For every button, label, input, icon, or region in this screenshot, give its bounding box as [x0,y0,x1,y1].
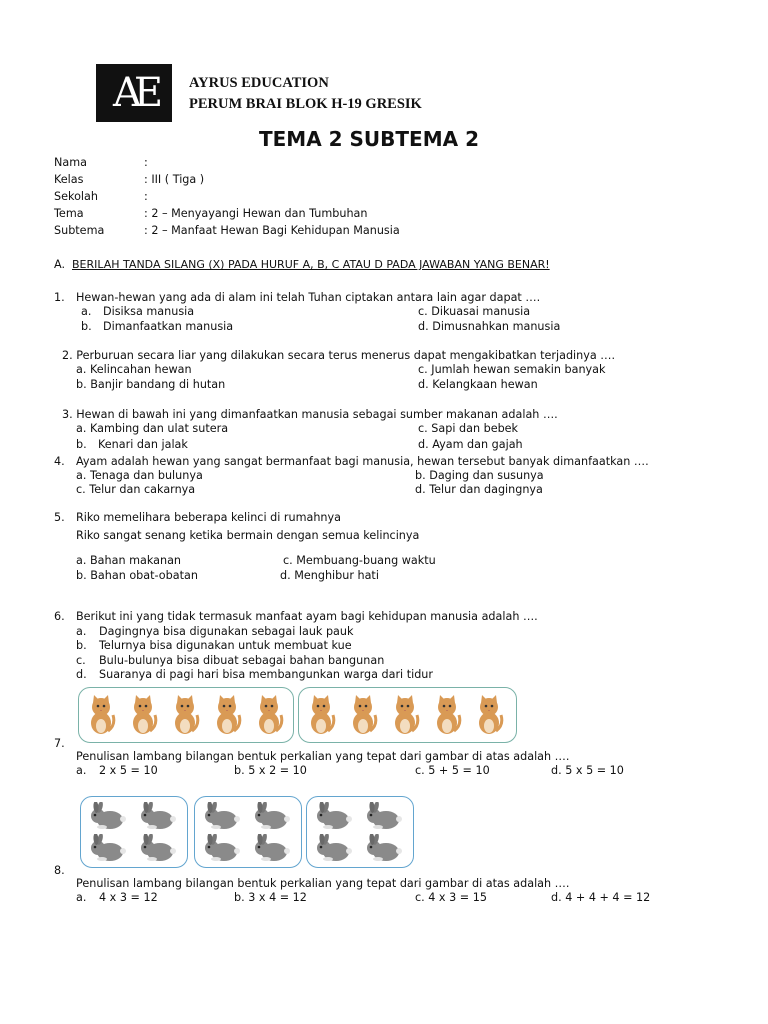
ayrus-education-logo: AE [96,64,172,122]
cat-picture [306,695,336,739]
rabbit-picture [314,802,352,834]
q5-question-line1: Riko memelihara beberapa kelinci di rumahnya [76,511,341,524]
rabbit-picture [138,834,176,866]
cat-picture [128,695,158,739]
cat-picture [348,695,378,739]
cat-picture [86,695,116,739]
q1-option-d: d. Dimusnahkan manusia [418,320,561,333]
q5-option-c: c. Membuang-buang waktu [283,554,436,567]
q2-option-d: d. Kelangkaan hewan [418,378,538,391]
org-address: PERUM BRAI BLOK H-19 GRESIK [189,96,422,112]
cat-illustration [78,687,518,743]
q5-number: 5. [54,511,65,524]
q6-d-letter: d. [76,668,87,681]
q4-option-d: d. Telur dan dagingnya [415,483,543,496]
q7-question: Penulisan lambang bilangan bentuk perkalian yang tepat dari gambar di atas adalah …. [76,750,570,763]
q3-option-d: d. Ayam dan gajah [418,438,523,451]
q8-option-a: 4 x 3 = 12 [99,891,158,904]
q5-option-d: d. Menghibur hati [280,569,379,582]
q1-option-c: c. Dikuasai manusia [418,305,531,318]
rabbit-picture [202,802,240,834]
rabbit-picture [88,834,126,866]
q6-option-a: Dagingnya bisa digunakan sebagai lauk pauk [99,625,354,638]
identity-label-subtema: Subtema [54,224,105,237]
rabbit-illustration [80,796,416,868]
section-marker: A. [54,258,66,271]
q4-option-c: c. Telur dan cakarnya [76,483,196,496]
q1-a-letter: a. [81,305,92,318]
identity-label-sekolah: Sekolah [54,190,98,203]
q6-b-letter: b. [76,639,87,652]
q4-option-b: b. Daging dan susunya [415,469,544,482]
q8-option-d: d. 4 + 4 + 4 = 12 [551,891,651,904]
identity-value-tema: : 2 – Menyayangi Hewan dan Tumbuhan [144,207,368,220]
q8-a-letter: a. [76,891,87,904]
q8-option-b: b. 3 x 4 = 12 [234,891,307,904]
q7-number: 7. [54,737,65,750]
q8-number: 8. [54,864,65,877]
identity-label-tema: Tema [54,207,84,220]
rabbit-picture [202,834,240,866]
identity-value-sekolah: : [144,190,148,203]
q3-option-a: a. Kambing dan ulat sutera [76,422,229,435]
q5-option-a: a. Bahan makanan [76,554,182,567]
q2-option-c: c. Jumlah hewan semakin banyak [418,363,606,376]
q8-question: Penulisan lambang bilangan bentuk perkalian yang tepat dari gambar di atas adalah …. [76,877,570,890]
q3-b-letter: b. [76,438,87,451]
q5-question-line2: Riko sangat senang ketika bermain dengan semua kelincinya [76,529,420,542]
q6-a-letter: a. [76,625,87,638]
q5-option-b: b. Bahan obat-obatan [76,569,198,582]
q7-option-d: d. 5 x 5 = 10 [551,764,624,777]
rabbit-picture [314,834,352,866]
cat-picture [254,695,284,739]
q1-option-a: Disiksa manusia [103,305,195,318]
q7-option-b: b. 5 x 2 = 10 [234,764,307,777]
q6-option-d: Suaranya di pagi hari bisa membangunkan warga dari tidur [99,668,433,681]
rabbit-picture [252,834,290,866]
q1-b-letter: b. [81,320,92,333]
cat-picture [212,695,242,739]
q6-option-c: Bulu-bulunya bisa dibuat sebagai bahan bangunan [99,654,385,667]
section-instruction: BERILAH TANDA SILANG (X) PADA HURUF A, B, C ATAU D PADA JAWABAN YANG BENAR! [72,258,550,271]
identity-value-kelas: : III ( Tiga ) [144,173,205,186]
rabbit-picture [364,834,402,866]
page-title: TEMA 2 SUBTEMA 2 [259,127,479,151]
q8-option-c: c. 4 x 3 = 15 [415,891,487,904]
q1-question: Hewan-hewan yang ada di alam ini telah Tuhan ciptakan antara lain agar dapat …. [76,291,541,304]
q3-option-c: c. Sapi dan bebek [418,422,519,435]
identity-label-nama: Nama [54,156,87,169]
rabbit-picture [138,802,176,834]
cat-picture [390,695,420,739]
q6-c-letter: c. [76,654,86,667]
identity-label-kelas: Kelas [54,173,84,186]
q1-option-b: Dimanfaatkan manusia [103,320,234,333]
q3-question: 3. Hewan di bawah ini yang dimanfaatkan manusia sebagai sumber makanan adalah …. [62,408,558,421]
q7-a-letter: a. [76,764,87,777]
q4-option-a: a. Tenaga dan bulunya [76,469,203,482]
q6-number: 6. [54,610,65,623]
cat-picture [474,695,504,739]
q2-option-a: a. Kelincahan hewan [76,363,192,376]
rabbit-picture [88,802,126,834]
rabbit-picture [252,802,290,834]
q4-question: Ayam adalah hewan yang sangat bermanfaat bagi manusia, hewan tersebut banyak dimanfaatkan …. [76,455,649,468]
q6-option-b: Telurnya bisa digunakan untuk membuat kue [99,639,352,652]
identity-value-subtema: : 2 – Manfaat Hewan Bagi Kehidupan Manusia [144,224,400,237]
q2-option-b: b. Banjir bandang di hutan [76,378,226,391]
cat-picture [170,695,200,739]
q6-question: Berikut ini yang tidak termasuk manfaat ayam bagi kehidupan manusia adalah …. [76,610,538,623]
identity-value-nama: : [144,156,148,169]
q7-option-a: 2 x 5 = 10 [99,764,158,777]
q1-number: 1. [54,291,65,304]
org-name: AYRUS EDUCATION [189,75,329,91]
q2-question: 2. Perburuan secara liar yang dilakukan secara terus menerus dapat mengakibatkan terjadinya …. [62,349,616,362]
rabbit-picture [364,802,402,834]
cat-picture [432,695,462,739]
q7-option-c: c. 5 + 5 = 10 [415,764,490,777]
q3-option-b: Kenari dan jalak [98,438,188,451]
q4-number: 4. [54,455,65,468]
